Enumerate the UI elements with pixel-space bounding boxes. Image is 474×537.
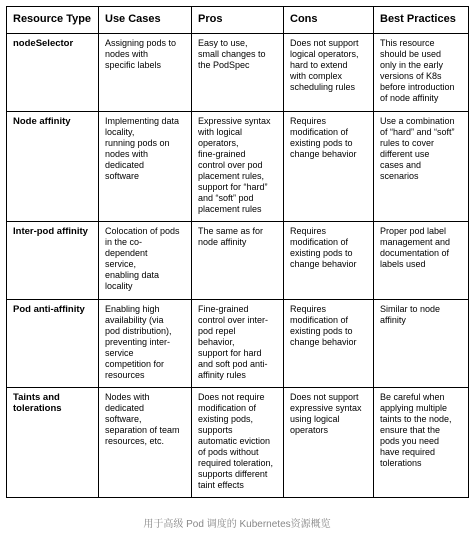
cell-text: Does not support logical operators, hard to extend with complex scheduling rules [290,38,359,92]
cons-cell [284,388,374,498]
cell-text: Node affinity [13,116,71,127]
table-row [7,388,469,498]
cell-text: Taints and tolerations [13,392,62,414]
resource-type-cell [7,222,99,300]
cell-text: Colocation of pods in the co- dependent service, enabling data locality [105,226,180,291]
cell-text: Enabling high availability (via pod distribution), preventing inter- service competition for resources [105,304,172,380]
pros-cell [192,388,284,498]
use-cases-cell [99,112,192,222]
cell-text: Inter-pod affinity [13,226,88,237]
resource-type-cell [7,388,99,498]
cons-cell [284,300,374,388]
table-row [7,34,469,112]
header-resource-type: Resource Type [7,7,99,34]
best-practices-cell [374,222,469,300]
use-cases-cell [99,300,192,388]
cons-cell [284,34,374,112]
best-practices-cell [374,388,469,498]
resource-comparison-table [6,6,469,498]
cons-cell [284,222,374,300]
cell-text: Pod anti-affinity [13,304,85,315]
pros-cell [192,112,284,222]
cell-text: Nodes with dedicated software, separation of team resources, etc. [105,392,180,446]
cell-text: Fine-grained control over inter- pod repel behavior, support for hard and soft pod anti- affinity rules [198,304,269,380]
cell-text: Assigning pods to nodes with specific labels [105,38,177,70]
header-best-practices: Best Practices [374,7,469,34]
resource-type-cell [7,112,99,222]
header-cons: Cons [284,7,374,34]
cell-text: Use a combination of “hard” and “soft” rules to cover different use cases and scenarios [380,116,455,181]
cell-text: Expressive syntax with logical operators, fine-grained control over pod placement rules, support for “hard” and “soft” pod placement rules [198,116,271,214]
cell-text: The same as for node affinity [198,226,264,247]
cell-text: Requires modification of existing pods to change behavior [290,226,357,269]
header-use-cases: Use Cases [99,7,192,34]
best-practices-cell [374,112,469,222]
cell-text: Implementing data locality, running pods on nodes with dedicated software [105,116,180,181]
use-cases-cell [99,222,192,300]
resource-type-cell [7,34,99,112]
use-cases-cell [99,34,192,112]
cell-text: Requires modification of existing pods to change behavior [290,116,357,159]
cell-text: Requires modification of existing pods to change behavior [290,304,357,347]
resource-type-cell [7,300,99,388]
figure-caption: 用于高级 Pod 调度的 Kubernetes资源概览 [143,519,331,530]
cons-cell [284,112,374,222]
best-practices-cell [374,34,469,112]
use-cases-cell [99,388,192,498]
cell-text: Does not require modification of existing pods, supports automatic eviction of pods without required toleration, supports different taint effects [198,392,274,490]
pros-cell [192,300,284,388]
cell-text: This resource should be used only in the early versions of K8s before introduction of node affinity [380,38,455,103]
cell-text: nodeSelector [13,38,74,49]
table-row [7,222,469,300]
table-row [7,300,469,388]
best-practices-cell [374,300,469,388]
header-pros: Pros [192,7,284,34]
table-header-row [7,7,469,34]
cell-text: Be careful when applying multiple taints to the node, ensure that the pods you need have required tolerations [380,392,452,468]
cell-text: Does not support expressive syntax using logical operators [290,392,362,435]
cell-text: Easy to use, small changes to the PodSpec [198,38,266,70]
cell-text: Proper pod label management and documentation of labels used [380,226,451,269]
pros-cell [192,34,284,112]
pros-cell [192,222,284,300]
cell-text: Similar to node affinity [380,304,441,325]
table-row [7,112,469,222]
